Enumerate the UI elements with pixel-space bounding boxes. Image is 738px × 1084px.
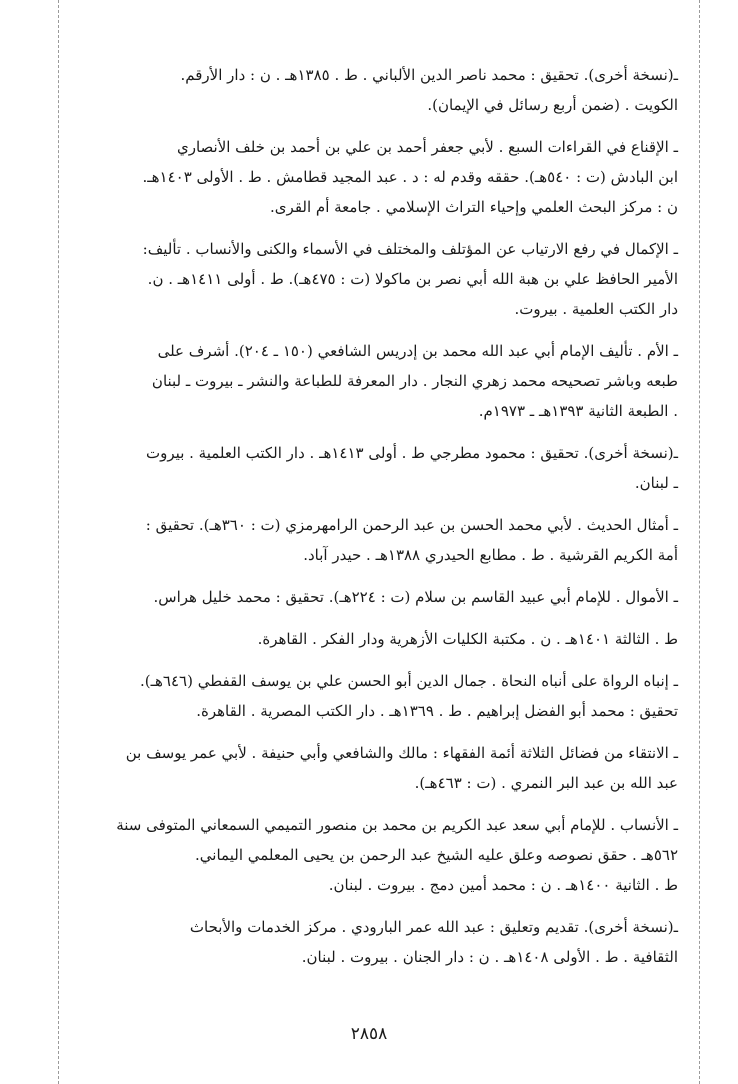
entry-line: ط . الثانية ١٤٠٠هـ . ن : محمد أمين دمج . بيروت . لبنان. bbox=[328, 876, 678, 894]
entry-line: ـ أمثال الحديث . لأبي محمد الحسن بن عبد الرحمن الرامهرمزي (ت : ٣٦٠هـ). تحقيق : bbox=[145, 516, 678, 534]
bibliography-entry bbox=[92, 810, 678, 900]
entry-line: . الطبعة الثانية ١٣٩٣هـ ـ ١٩٧٣م. bbox=[478, 402, 678, 420]
entry-line: ـ الإقناع في القراءات السبع . لأبي جعفر أحمد بن علي بن أحمد بن خلف الأنصاري bbox=[176, 138, 678, 156]
bibliography-entry bbox=[92, 438, 678, 498]
entry-line: ـ الأم . تأليف الإمام أبي عبد الله محمد بن إدريس الشافعي (١٥٠ ـ ٢٠٤). أشرف على bbox=[157, 342, 678, 360]
bibliography-entry bbox=[92, 132, 678, 222]
bibliography-entry bbox=[92, 60, 678, 120]
entry-line: عبد الله بن عبد البر النمري . (ت : ٤٦٣هـ). bbox=[414, 774, 678, 792]
entry-line: ـ لبنان. bbox=[634, 474, 678, 492]
entry-line: ٥٦٢هـ . حقق نصوصه وعلق عليه الشيخ عبد الرحمن بن يحيى المعلمي اليماني. bbox=[195, 846, 678, 864]
entry-line: ـ الإكمال في رفع الارتياب عن المؤتلف والمختلف في الأسماء والكنى والأنساب . تأليف: bbox=[142, 240, 678, 258]
entry-line: ن : مركز البحث العلمي وإحياء التراث الإسلامي . جامعة أم القرى. bbox=[270, 198, 678, 216]
entry-line: الثقافية . ط . الأولى ١٤٠٨هـ . ن : دار الجنان . بيروت . لبنان. bbox=[301, 948, 678, 966]
entry-line: ابن البادش (ت : ٥٤٠هـ). حققه وقدم له : د . عبد المجيد قطامش . ط . الأولى ١٤٠٣هـ. bbox=[142, 168, 678, 186]
page-number: ٢٨٥٨ bbox=[350, 1024, 388, 1044]
entry-line: دار الكتب العلمية . بيروت. bbox=[514, 300, 678, 318]
bibliography-entry bbox=[92, 582, 678, 612]
left-margin-rule bbox=[58, 0, 59, 1084]
entry-line: ـ الأموال . للإمام أبي عبيد القاسم بن سلام (ت : ٢٢٤هـ). تحقيق : محمد خليل هراس. bbox=[153, 588, 678, 606]
bibliography-entry bbox=[92, 234, 678, 324]
right-margin-rule bbox=[699, 0, 700, 1084]
bibliography-entry bbox=[92, 912, 678, 972]
bibliography-entry bbox=[92, 336, 678, 426]
entry-line: ـ الأنساب . للإمام أبي سعد عبد الكريم بن محمد بن منصور التميمي السمعاني المتوفى سنة bbox=[116, 816, 678, 834]
bibliography-entry bbox=[92, 510, 678, 570]
entry-line: ـ إنباه الرواة على أنباه النحاة . جمال الدين أبو الحسن علي بن يوسف القفطي (٦٤٦هـ). bbox=[139, 672, 678, 690]
entry-line: ـ(نسخة أخرى). تقديم وتعليق : عبد الله عمر البارودي . مركز الخدمات والأبحاث bbox=[189, 918, 678, 936]
entry-line: الأمير الحافظ علي بن هبة الله أبي نصر بن ماكولا (ت : ٤٧٥هـ). ط . أولى ١٤١١هـ . ن. bbox=[147, 270, 678, 288]
entry-line: أمة الكريم القرشية . ط . مطابع الحيدري ١٣٨٨هـ . حيدر آباد. bbox=[303, 546, 678, 564]
bibliography-list bbox=[92, 60, 678, 984]
bibliography-entry bbox=[92, 624, 678, 654]
entry-line: ـ الانتقاء من فضائل الثلاثة أئمة الفقهاء : مالك والشافعي وأبي حنيفة . لأبي عمر يوسف بن bbox=[125, 744, 678, 762]
entry-line: ط . الثالثة ١٤٠١هـ . ن . مكتبة الكليات الأزهرية ودار الفكر . القاهرة. bbox=[257, 630, 678, 648]
entry-line: ـ(نسخة أخرى). تحقيق : محمد ناصر الدين الألباني . ط . ١٣٨٥هـ . ن : دار الأرقم. bbox=[180, 66, 678, 84]
bibliography-entry bbox=[92, 666, 678, 726]
entry-line: طبعه وباشر تصحيحه محمد زهري النجار . دار المعرفة للطباعة والنشر ـ بيروت ـ لبنان bbox=[151, 372, 678, 390]
entry-line: الكويت . (ضمن أربع رسائل في الإيمان). bbox=[427, 96, 678, 114]
bibliography-entry bbox=[92, 738, 678, 798]
entry-line: ـ(نسخة أخرى). تحقيق : محمود مطرجي ط . أولى ١٤١٣هـ . دار الكتب العلمية . بيروت bbox=[146, 444, 678, 462]
entry-line: تحقيق : محمد أبو الفضل إبراهيم . ط . ١٣٦٩هـ . دار الكتب المصرية . القاهرة. bbox=[196, 702, 678, 720]
